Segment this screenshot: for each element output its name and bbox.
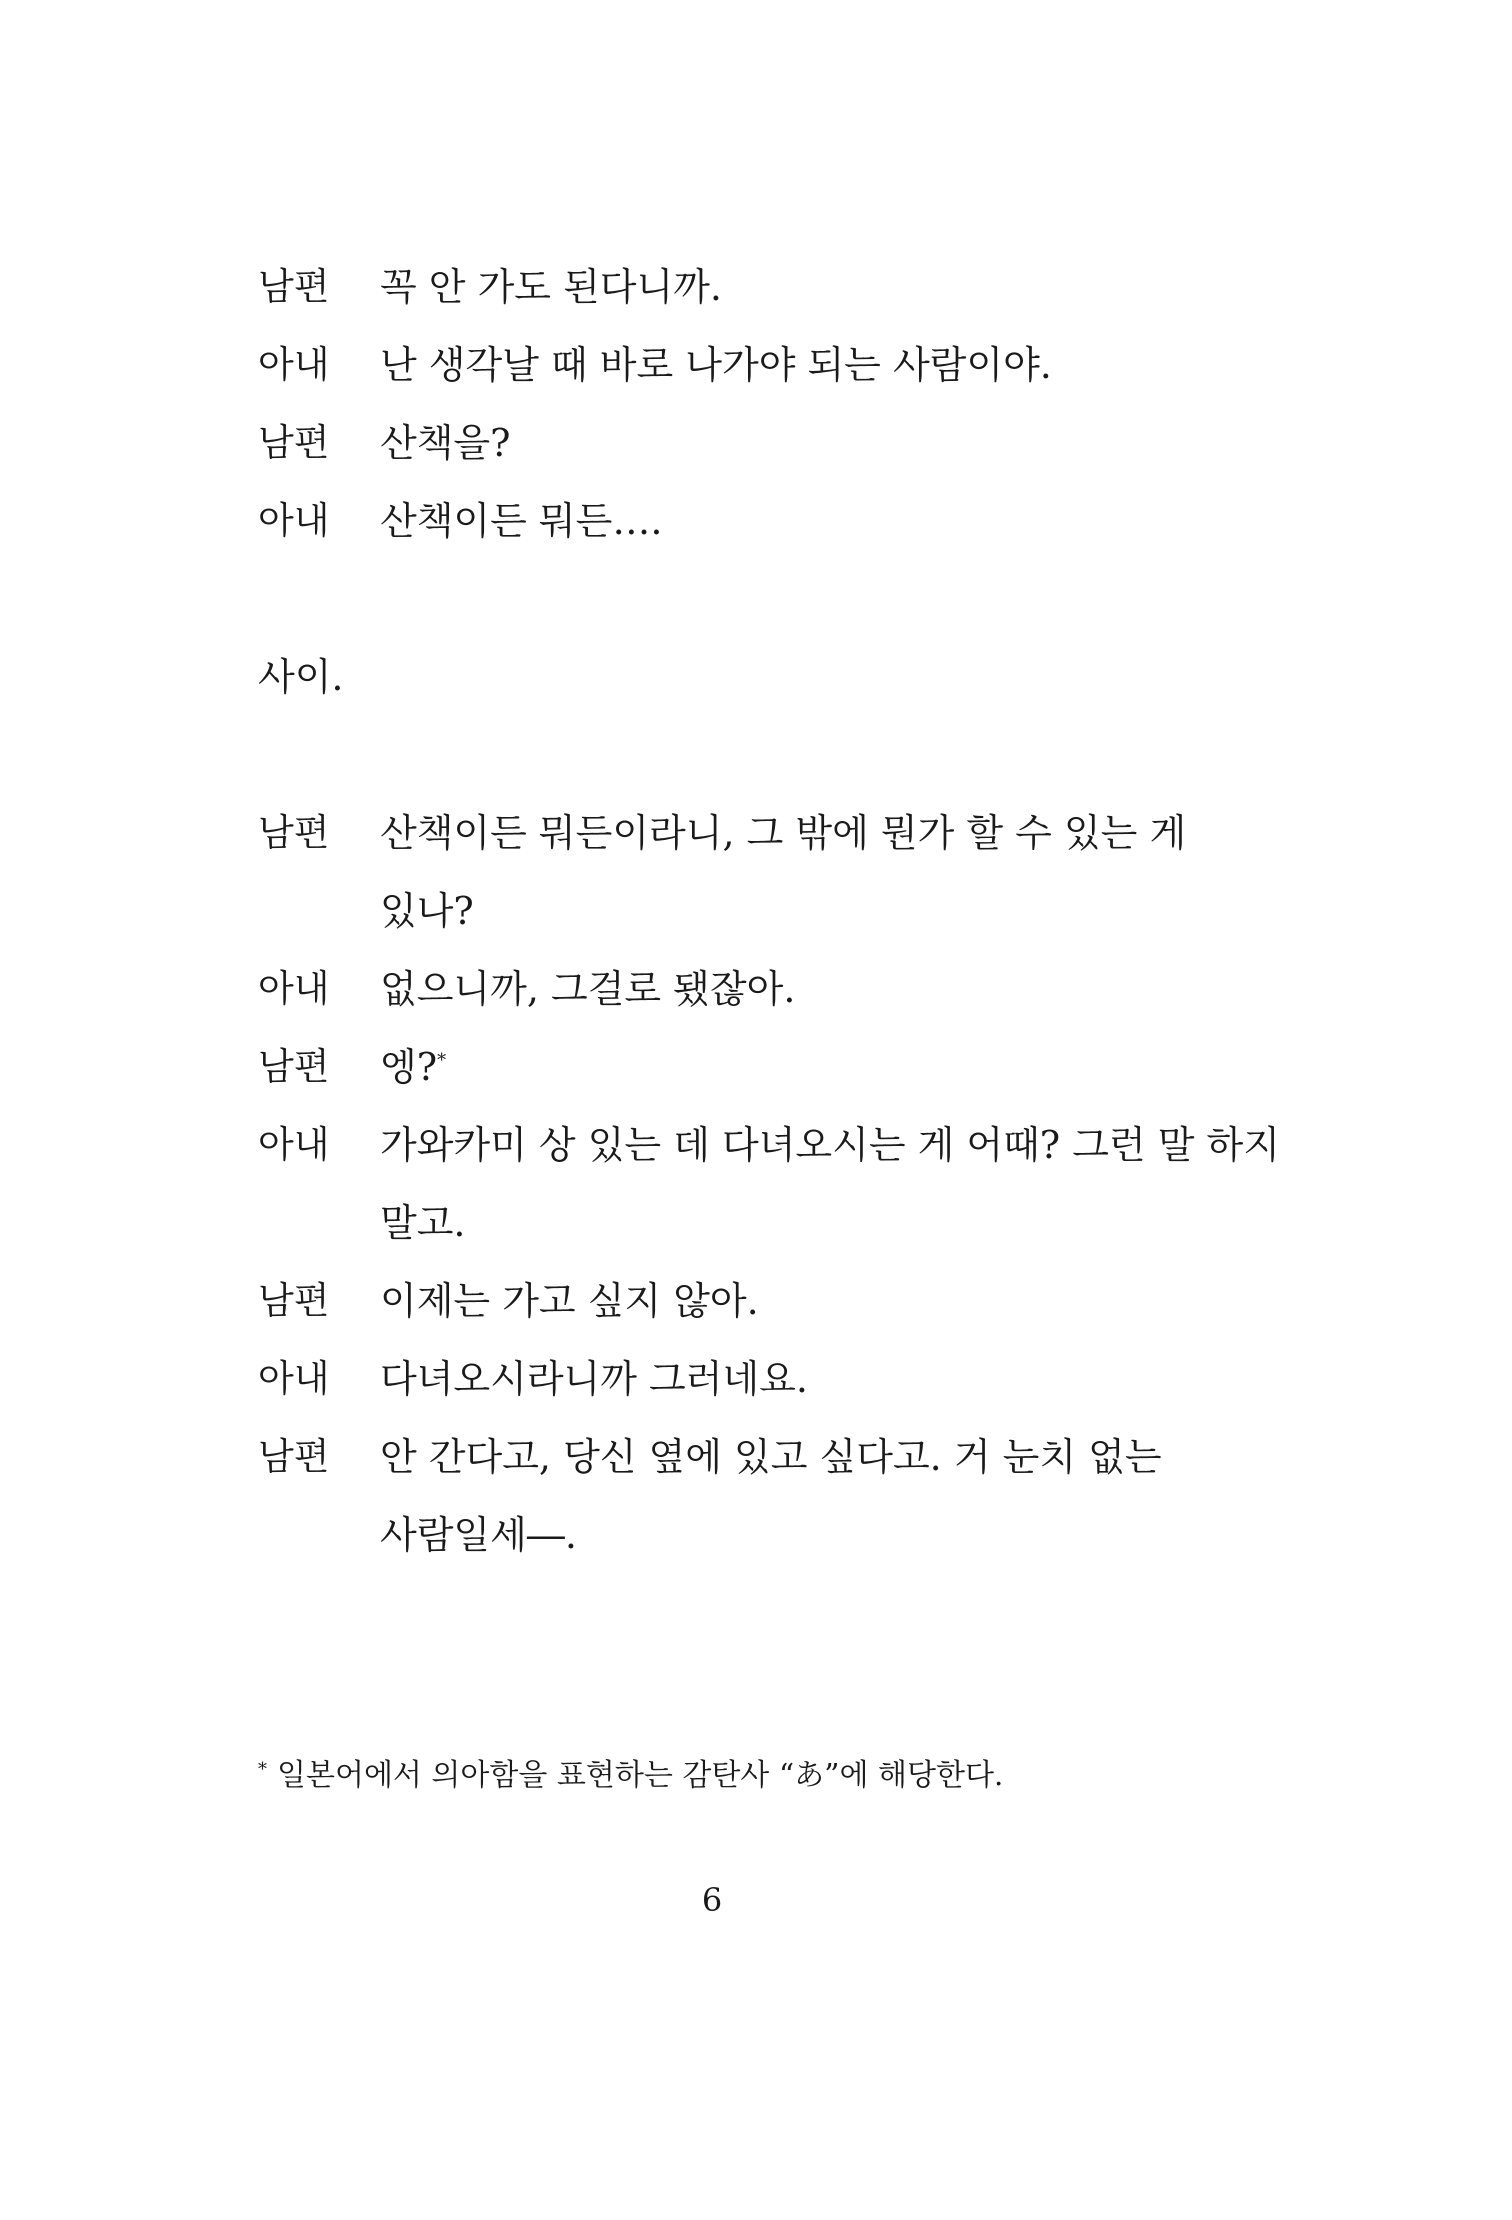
dialogue-line bbox=[258, 482, 1288, 560]
speaker-name: 남편 bbox=[258, 811, 330, 854]
speaker-name: 남편 bbox=[258, 1045, 330, 1088]
dialogue-text: 꼭 안 가도 된다니까. bbox=[380, 265, 722, 309]
dialogue-line bbox=[258, 326, 1288, 404]
stage-direction: 사이. bbox=[258, 655, 344, 699]
dialogue-text: 난 생각날 때 바로 나가야 되는 사람이야. bbox=[380, 343, 1052, 387]
dialogue-text: 다녀오시라니까 그러네요. bbox=[380, 1357, 808, 1401]
dialogue-text: 가와카미 상 있는 데 다녀오시는 게 어때? 그런 말 하지 말고. bbox=[380, 1123, 1280, 1245]
dialogue-line bbox=[258, 950, 1288, 1028]
footnote-mark: * bbox=[258, 1759, 267, 1780]
speaker-name: 남편 bbox=[258, 265, 330, 308]
speaker-name: 남편 bbox=[258, 421, 330, 464]
page-number: 6 bbox=[701, 1881, 723, 1919]
dialogue-text: 산책이든 뭐든…. bbox=[380, 499, 663, 543]
footnote-reference: * bbox=[437, 1050, 447, 1071]
dialogue-line bbox=[258, 794, 1288, 950]
speaker-name: 아내 bbox=[258, 967, 330, 1010]
speaker-name: 남편 bbox=[258, 1279, 330, 1322]
dialogue-text: 없으니까, 그걸로 됐잖아. bbox=[380, 967, 796, 1011]
speaker-name: 아내 bbox=[258, 1123, 330, 1166]
dialogue-line bbox=[258, 1262, 1288, 1340]
dialogue-line bbox=[258, 1418, 1288, 1574]
speaker-name: 아내 bbox=[258, 499, 330, 542]
speaker-name: 아내 bbox=[258, 343, 330, 386]
speaker-name: 아내 bbox=[258, 1357, 330, 1400]
dialogue-line bbox=[258, 248, 1288, 326]
dialogue-text: 산책이든 뭐든이라니, 그 밖에 뭔가 할 수 있는 게 있나? bbox=[380, 811, 1187, 933]
dialogue-line bbox=[258, 1028, 1288, 1106]
play-dialogue bbox=[258, 248, 1288, 1574]
dialogue-line bbox=[258, 1340, 1288, 1418]
dialogue-text: 엥? bbox=[380, 1045, 438, 1089]
dialogue-line bbox=[258, 404, 1288, 482]
speaker-name: 남편 bbox=[258, 1435, 330, 1478]
dialogue-text: 안 간다고, 당신 옆에 있고 싶다고. 거 눈치 없는 사람일세―. bbox=[380, 1435, 1162, 1557]
dialogue-text: 이제는 가고 싶지 않아. bbox=[380, 1279, 759, 1323]
dialogue-text-with-footnote bbox=[380, 1028, 1285, 1106]
footnote bbox=[258, 1750, 1003, 1796]
dialogue-line bbox=[258, 1106, 1288, 1262]
dialogue-text: 산책을? bbox=[380, 421, 511, 465]
footnote-text: 일본어에서 의아함을 표현하는 감탄사 “あ”에 해당한다. bbox=[277, 1758, 1004, 1793]
